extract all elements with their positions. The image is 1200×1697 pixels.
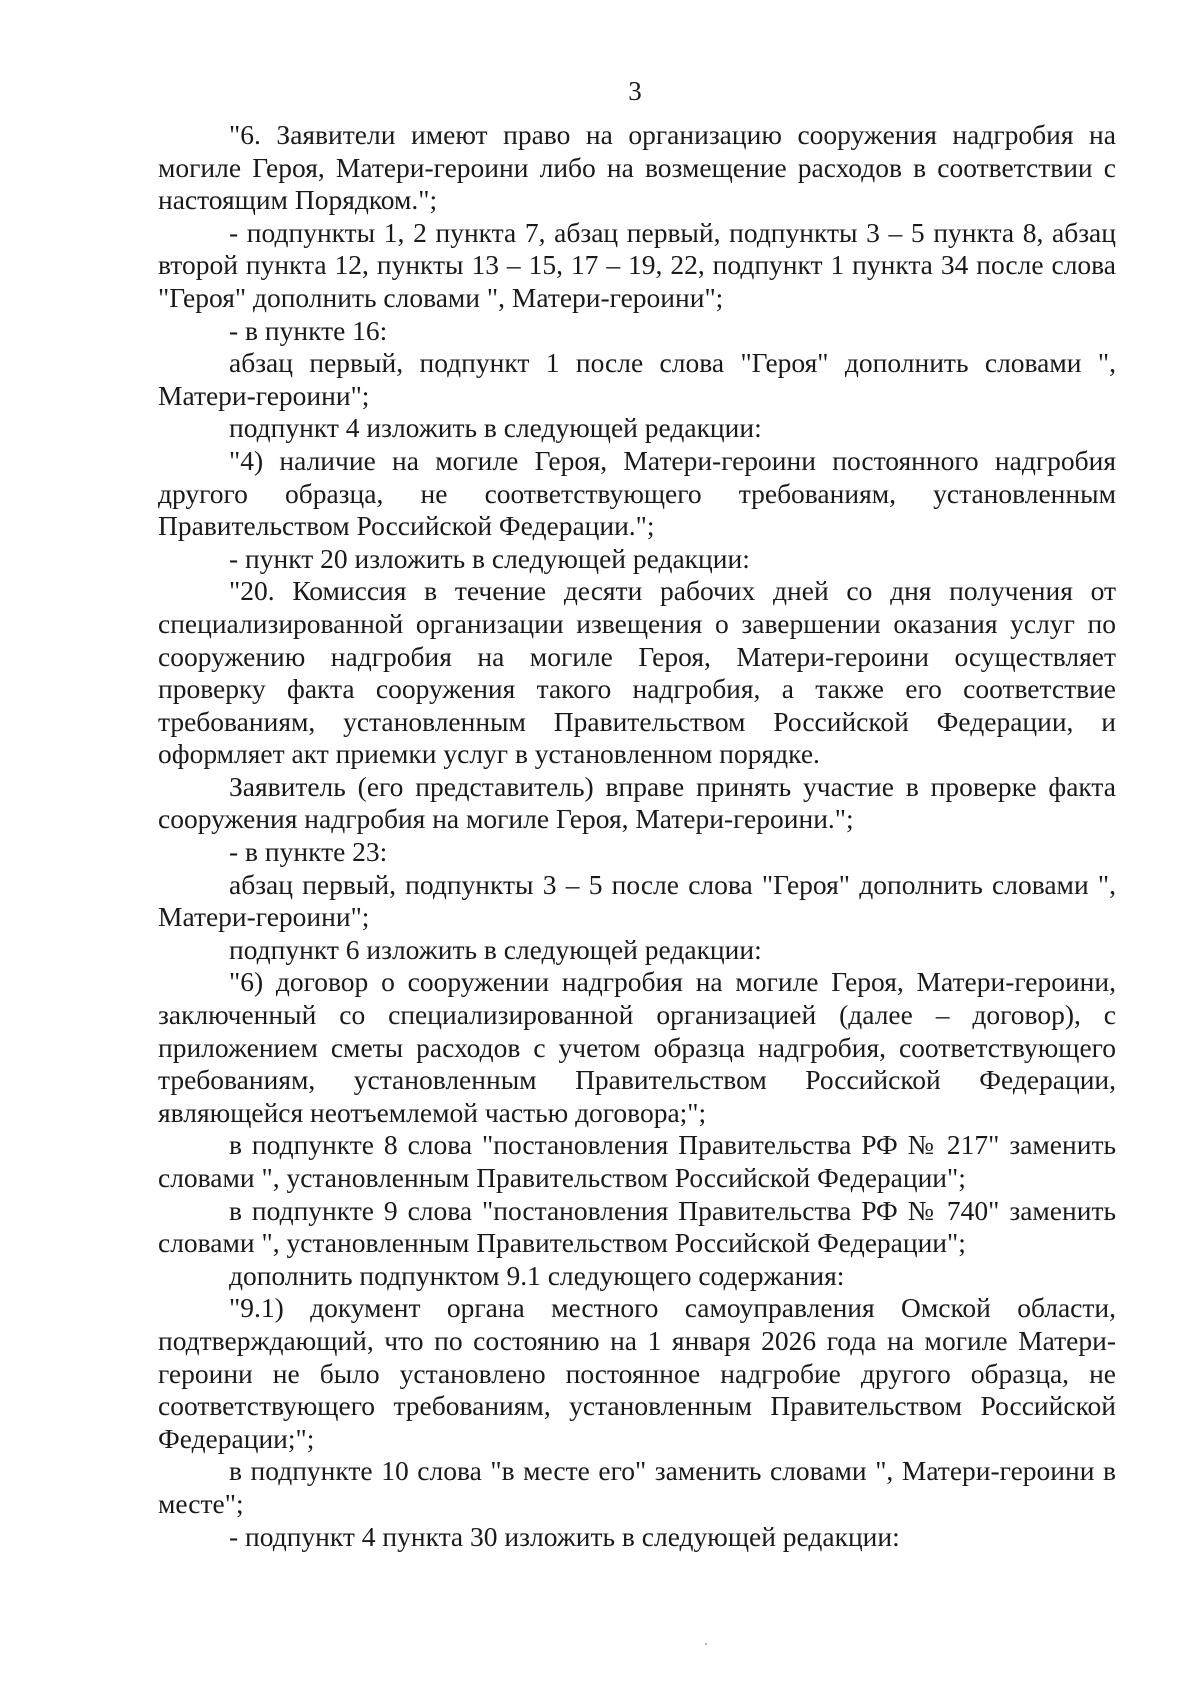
- paragraph: подпункт 4 изложить в следующей редакции:: [229, 412, 762, 444]
- document-body: [158, 119, 1116, 1553]
- paragraph: абзац первый, подпункты 3 – 5 после слова "Героя" дополнить словами ", Матери-героини";: [158, 868, 1116, 933]
- paragraph: "9.1) документ органа местного самоуправления Омской области, подтверждающий, что по состоянию на 1 января 2026 года на могиле Матери-героини не было установлено постоянное надгробие другого образца, не соответствующего требованиям, установленным Правительством Российской Федерации;";: [158, 1292, 1116, 1454]
- paragraph: - подпункты 1, 2 пункта 7, абзац первый, подпункты 3 – 5 пункта 8, абзац второй пункта 12, пункты 13 – 15, 17 – 19, 22, подпункт 1 пункта 34 после слова "Героя" дополнить словами ", Матери-героини";: [158, 216, 1116, 313]
- paragraph: в подпункте 10 слова "в месте его" заменить словами ", Матери-героини в месте";: [158, 1455, 1116, 1519]
- paragraph: "6) договор о сооружении надгробия на могиле Героя, Матери-героини, заключенный со специализированной организацией (далее – договор), с приложением сметы расходов с учетом образца надгробия, соответствующего требованиям, установленным Правительством Российской Федерации, являющейся неотъемлемой частью договора;";: [158, 966, 1116, 1128]
- paragraph: "4) наличие на могиле Героя, Матери-героини постоянного надгробия другого образца, не соответствующего требованиям, установленным Правительством Российской Федерации.";: [158, 444, 1116, 542]
- paragraph: - пункт 20 изложить в следующей редакции:: [229, 542, 750, 574]
- paragraph: абзац первый, подпункт 1 после слова "Героя" дополнить словами ", Матери-героини";: [158, 347, 1116, 411]
- paragraph: подпункт 6 изложить в следующей редакции:: [229, 933, 762, 965]
- paragraph: - в пункте 16:: [229, 314, 388, 346]
- paragraph: "20. Комиссия в течение десяти рабочих дней со дня получения от специализированной организации извещения о завершении оказания услуг по сооружению надгробия на могиле Героя, Матери-героини осуществляет проверку факта сооружения такого надгробия, а также его соответствие требованиям, установленным Правительством Российской Федерации, и оформляет акт приемки услуг в установленном порядке.: [158, 575, 1116, 770]
- page-number: 3: [628, 76, 642, 106]
- paragraph: в подпункте 8 слова "постановления Правительства РФ № 217" заменить словами ", установленным Правительством Российской Федерации";: [158, 1129, 1116, 1193]
- paragraph: "6. Заявители имеют право на организацию сооружения надгробия на могиле Героя, Матери-героини либо на возмещение расходов в соответствии с настоящим Порядком.";: [158, 119, 1116, 216]
- paragraph: в подпункте 9 слова "постановления Правительства РФ № 740" заменить словами ", установленным Правительством Российской Федерации";: [158, 1194, 1116, 1259]
- paragraph: Заявитель (его представитель) вправе принять участие в проверке факта сооружения надгробия на могиле Героя, Матери-героини.";: [158, 770, 1116, 835]
- paragraph: - в пункте 23:: [229, 836, 388, 868]
- scan-speck: [705, 1643, 707, 1645]
- paragraph: дополнить подпунктом 9.1 следующего содержания:: [229, 1259, 845, 1291]
- paragraph: - подпункт 4 пункта 30 изложить в следующей редакции:: [229, 1520, 900, 1552]
